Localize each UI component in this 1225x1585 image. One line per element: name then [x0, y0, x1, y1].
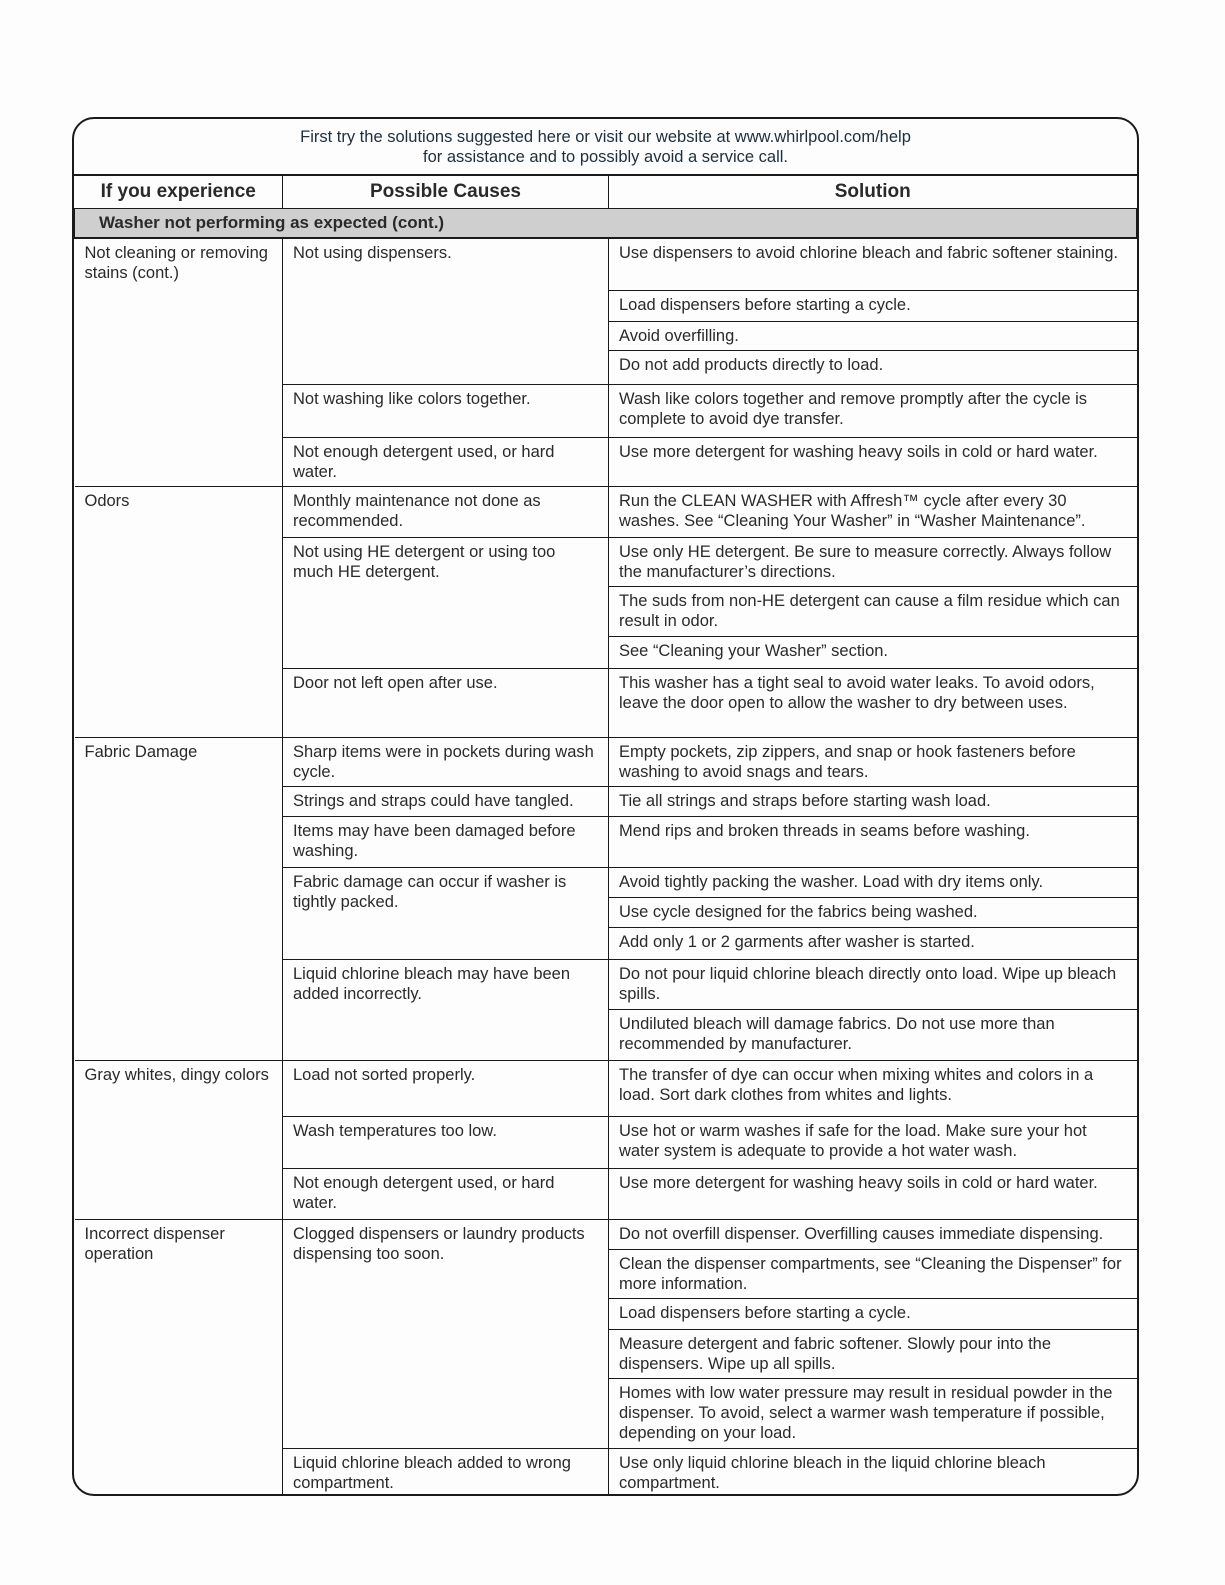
cause-cell: Door not left open after use.: [283, 668, 609, 737]
problem-cell: Not cleaning or removing stains (cont.): [75, 238, 283, 486]
solution-cell: Load dispensers before starting a cycle.: [609, 290, 1137, 321]
table-row: [75, 486, 1137, 537]
solution-cell: Use dispensers to avoid chlorine bleach and fabric softener staining.: [609, 238, 1137, 290]
header-causes: Possible Causes: [283, 176, 609, 209]
section-row: [75, 209, 1137, 239]
table-row: [75, 1060, 1137, 1116]
cause-cell: Fabric damage can occur if washer is tightly packed.: [283, 867, 609, 959]
solution-cell: Use more detergent for washing heavy soils in cold or hard water.: [609, 437, 1137, 486]
intro-line-2: for assistance and to possibly avoid a service call.: [422, 147, 788, 166]
solution-cell: Do not pour liquid chlorine bleach directly onto load. Wipe up bleach spills.: [609, 959, 1137, 1009]
solution-cell: Avoid tightly packing the washer. Load with dry items only.: [609, 867, 1137, 897]
cause-cell: Not using HE detergent or using too much HE detergent.: [283, 537, 609, 668]
solution-cell: Use more detergent for washing heavy soils in cold or hard water.: [609, 1168, 1137, 1219]
solution-cell: Undiluted bleach will damage fabrics. Do not use more than recommended by manufacturer.: [609, 1009, 1137, 1060]
solution-cell: Use only liquid chlorine bleach in the liquid chlorine bleach compartment.: [609, 1448, 1137, 1496]
table-row: [75, 737, 1137, 786]
solution-cell: Measure detergent and fabric softener. Slowly pour into the dispensers. Wipe up all spills.: [609, 1329, 1137, 1378]
solution-cell: Clean the dispenser compartments, see “Cleaning the Dispenser” for more information.: [609, 1249, 1137, 1298]
solution-cell: Homes with low water pressure may result in residual powder in the dispenser. To avoid, select a warmer wash temperature if possible, depending on your load.: [609, 1378, 1137, 1448]
problem-cell: Incorrect dispenser operation: [75, 1219, 283, 1496]
header-experience: If you experience: [75, 176, 283, 209]
solution-cell: The suds from non-HE detergent can cause a film residue which can result in odor.: [609, 586, 1137, 636]
cause-cell: Items may have been damaged before washing.: [283, 816, 609, 867]
intro-line-1: First try the solutions suggested here or visit our website at www.whirlpool.com/help: [300, 127, 911, 146]
header-solution: Solution: [609, 176, 1137, 209]
solution-cell: This washer has a tight seal to avoid water leaks. To avoid odors, leave the door open to allow the washer to dry between uses.: [609, 668, 1137, 737]
solution-cell: Avoid overfilling.: [609, 321, 1137, 350]
troubleshooting-frame: [72, 117, 1139, 1496]
cause-cell: Monthly maintenance not done as recommended.: [283, 486, 609, 537]
cause-cell: Clogged dispensers or laundry products dispensing too soon.: [283, 1219, 609, 1448]
solution-cell: Run the CLEAN WASHER with Affresh™ cycle after every 30 washes. See “Cleaning Your Washer” in “Washer Maintenance”.: [609, 486, 1137, 537]
cause-cell: Strings and straps could have tangled.: [283, 786, 609, 816]
solution-cell: Load dispensers before starting a cycle.: [609, 1298, 1137, 1329]
solution-cell: Use cycle designed for the fabrics being washed.: [609, 897, 1137, 927]
cause-cell: Liquid chlorine bleach may have been added incorrectly.: [283, 959, 609, 1060]
cause-cell: Not enough detergent used, or hard water.: [283, 437, 609, 486]
intro-note: [74, 119, 1137, 176]
solution-cell: The transfer of dye can occur when mixing whites and colors in a load. Sort dark clothes from whites and lights.: [609, 1060, 1137, 1116]
cause-cell: Liquid chlorine bleach added to wrong compartment.: [283, 1448, 609, 1496]
solution-cell: Mend rips and broken threads in seams before washing.: [609, 816, 1137, 867]
header-row: [75, 176, 1137, 209]
section-title: Washer not performing as expected (cont.): [75, 209, 1137, 239]
table-row: [75, 238, 1137, 290]
cause-cell: Sharp items were in pockets during wash cycle.: [283, 737, 609, 786]
cause-cell: Wash temperatures too low.: [283, 1116, 609, 1168]
problem-cell: Fabric Damage: [75, 737, 283, 1060]
solution-cell: Tie all strings and straps before starting wash load.: [609, 786, 1137, 816]
troubleshooting-table: [74, 176, 1137, 1496]
solution-cell: Add only 1 or 2 garments after washer is started.: [609, 927, 1137, 959]
table-row: [75, 1219, 1137, 1249]
cause-cell: Not enough detergent used, or hard water.: [283, 1168, 609, 1219]
solution-cell: Do not add products directly to load.: [609, 350, 1137, 384]
cause-cell: Not washing like colors together.: [283, 384, 609, 437]
problem-cell: Odors: [75, 486, 283, 737]
problem-cell: Gray whites, dingy colors: [75, 1060, 283, 1219]
solution-cell: Empty pockets, zip zippers, and snap or hook fasteners before washing to avoid snags and tears.: [609, 737, 1137, 786]
solution-cell: Use hot or warm washes if safe for the load. Make sure your hot water system is adequate to provide a hot water wash.: [609, 1116, 1137, 1168]
cause-cell: Not using dispensers.: [283, 238, 609, 384]
solution-cell: Use only HE detergent. Be sure to measure correctly. Always follow the manufacturer’s directions.: [609, 537, 1137, 586]
solution-cell: See “Cleaning your Washer” section.: [609, 636, 1137, 668]
solution-cell: Do not overfill dispenser. Overfilling causes immediate dispensing.: [609, 1219, 1137, 1249]
solution-cell: Wash like colors together and remove promptly after the cycle is complete to avoid dye transfer.: [609, 384, 1137, 437]
cause-cell: Load not sorted properly.: [283, 1060, 609, 1116]
